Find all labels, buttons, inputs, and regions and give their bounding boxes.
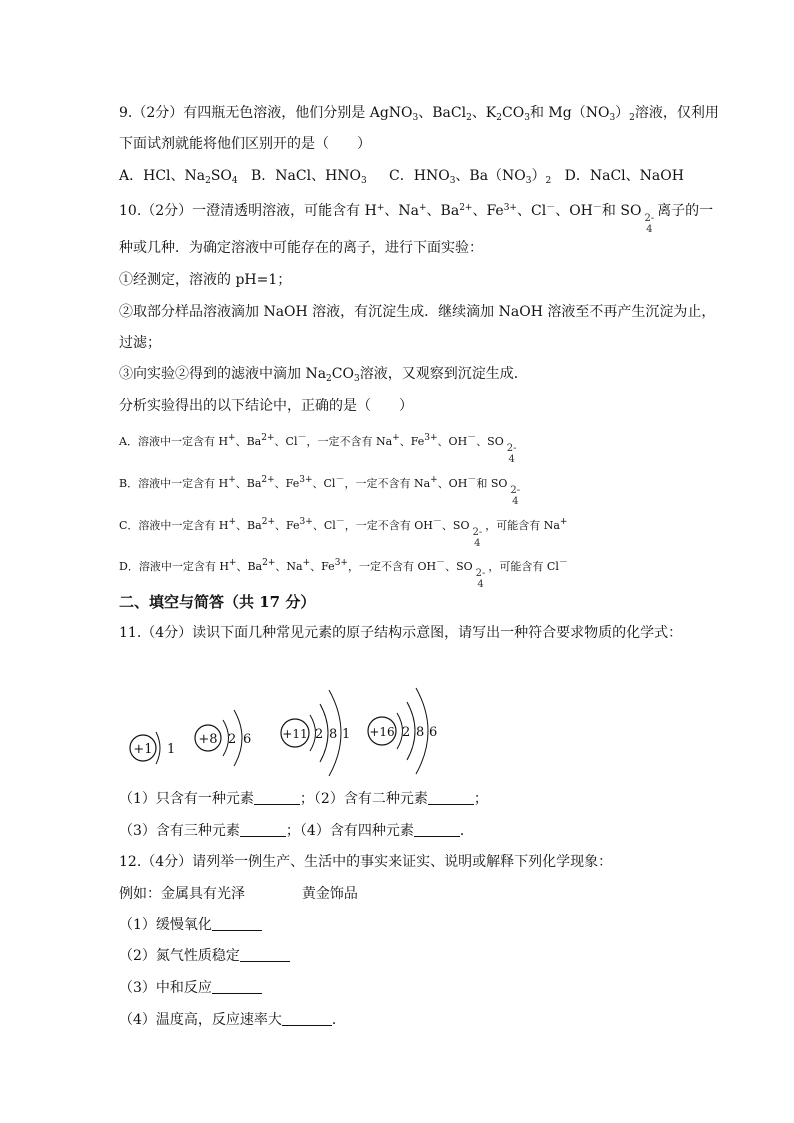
- option-a: A．HCl、Na: [119, 168, 206, 184]
- superscript: 2+: [261, 475, 275, 485]
- text: ，一定不含有 OH: [344, 519, 433, 532]
- sulfate-charge: [644, 213, 654, 235]
- charge: 2-: [472, 527, 483, 538]
- superscript: 2+: [261, 433, 275, 443]
- superscript: +: [228, 433, 236, 443]
- answer-blank[interactable]: [212, 979, 262, 994]
- subscript: 3: [361, 176, 367, 186]
- text: ①经测定，溶液的 pH=1；: [119, 272, 292, 288]
- nucleus-charge: +16: [369, 725, 395, 739]
- superscript: +: [430, 475, 438, 485]
- superscript: 2+: [459, 203, 473, 213]
- text: ；（2）含有二种元素: [299, 791, 428, 807]
- text: 、Cl: [274, 435, 298, 448]
- text: 、Ba: [236, 560, 263, 573]
- subscript: 2: [496, 113, 503, 123]
- superscript: 2+: [262, 558, 276, 568]
- superscript: －: [335, 475, 345, 485]
- subscript: 2: [545, 176, 552, 186]
- text: 、Cl: [516, 203, 547, 219]
- text: （3）含有三种元素: [119, 823, 240, 839]
- text: 、Ba: [426, 203, 460, 219]
- q11-blanks-2: [119, 821, 474, 841]
- superscript: －: [335, 517, 345, 527]
- q9-stem-line2: [119, 134, 371, 154]
- q9-options: [119, 166, 684, 191]
- text: 、Ba: [236, 519, 262, 532]
- text: SO: [210, 168, 232, 184]
- text: A．溶液中一定含有 H: [119, 435, 229, 448]
- superscript: －: [592, 203, 602, 213]
- text: ，一定不含有 OH: [347, 560, 437, 573]
- superscript: 3+: [299, 475, 313, 485]
- text: 、Ba: [235, 435, 262, 448]
- subscript: 3: [353, 374, 360, 384]
- text: 、BaCl: [418, 105, 467, 121]
- answer-blank[interactable]: [428, 790, 474, 805]
- atom-sulfur: [368, 688, 437, 774]
- answer-blank[interactable]: [212, 916, 262, 931]
- q11-blanks-1: [119, 789, 488, 809]
- text: ，一定不含有 Na: [344, 477, 431, 490]
- text: 12.（4分）请列举一例生产、生活中的事实来证实、说明或解释下列化学现象：: [119, 854, 613, 870]
- q10-option-a: [119, 428, 520, 465]
- text: 、Fe: [310, 560, 335, 573]
- q10-stem-line1: [119, 198, 713, 235]
- sulfate-charge: [510, 485, 520, 507]
- superscript: －: [432, 517, 442, 527]
- text: ；: [473, 791, 488, 807]
- q12-stem: [119, 852, 612, 872]
- text: ．: [459, 823, 474, 839]
- text: CO: [331, 366, 354, 382]
- text: 、SO: [476, 435, 504, 448]
- text: 、Na: [384, 203, 419, 219]
- text: ，可能含有 Na: [485, 519, 560, 532]
- text: 黄金饰品: [301, 886, 358, 902]
- electron-count: 2: [228, 732, 237, 747]
- q10-step2: [119, 302, 715, 322]
- text: 、Cl: [312, 519, 336, 532]
- text: 和 Mg（NO: [529, 105, 610, 121]
- text: ）: [531, 168, 546, 184]
- subscript: 3: [609, 113, 616, 123]
- text: ．: [331, 1012, 346, 1028]
- superscript: －: [546, 203, 556, 213]
- q12-example: [119, 884, 358, 904]
- atomic-structure-diagrams: [110, 680, 470, 780]
- electron-count: 1: [167, 742, 176, 757]
- text: 和 SO: [476, 477, 508, 490]
- superscript: +: [392, 433, 400, 443]
- q10-ask: [119, 396, 413, 416]
- electron-shell: [156, 732, 160, 764]
- charge: 2-: [475, 568, 486, 579]
- q11-stem: [119, 623, 682, 643]
- text: （1）缓慢氧化: [119, 917, 212, 933]
- q10-step2-cont: [119, 333, 161, 353]
- text: （1）只含有一种元素: [119, 791, 254, 807]
- subscript: 2: [326, 374, 332, 384]
- electron-count: 8: [329, 727, 338, 742]
- q10-option-b: [119, 470, 523, 507]
- answer-blank[interactable]: [282, 1011, 332, 1026]
- text: CO: [502, 105, 525, 121]
- text: 、Cl: [312, 477, 336, 490]
- text: 10.（2分）一澄清透明溶液，可能含有 H: [119, 203, 377, 219]
- superscript: +: [419, 203, 427, 213]
- subscript: 3: [525, 176, 532, 186]
- superscript: 3+: [424, 433, 438, 443]
- subscript: 2: [629, 113, 635, 123]
- text: 、Na: [275, 560, 303, 573]
- text: 、SO: [445, 560, 473, 573]
- subscript: 4: [512, 496, 519, 507]
- text: 溶液，又观察到沉淀生成．: [359, 366, 528, 382]
- superscript: －: [436, 558, 446, 568]
- q10-step3: [119, 364, 528, 389]
- subscript: 4: [474, 538, 481, 549]
- superscript: －: [558, 558, 568, 568]
- electron-count: 2: [402, 725, 411, 740]
- text: 、OH: [555, 203, 593, 219]
- superscript: +: [376, 203, 385, 213]
- subscript: 3: [449, 176, 456, 186]
- text: D．溶液中一定含有 H: [119, 560, 229, 573]
- text: 、Fe: [274, 477, 300, 490]
- subscript: 4: [508, 454, 515, 465]
- text: 过滤；: [119, 335, 161, 351]
- q12-item-4: [119, 1010, 346, 1030]
- answer-blank[interactable]: [254, 790, 300, 805]
- sulfate-charge: [507, 443, 517, 465]
- charge: 2-: [644, 213, 655, 224]
- option-c: C．HNO: [389, 168, 450, 184]
- q12-item-3: [119, 978, 262, 998]
- superscript: 3+: [503, 203, 517, 213]
- nucleus-charge: +1: [133, 742, 153, 757]
- nucleus-charge: +11: [282, 727, 308, 741]
- q12-item-1: [119, 915, 262, 935]
- superscript: －: [467, 475, 477, 485]
- superscript: +: [559, 517, 568, 527]
- electron-count: 1: [342, 727, 351, 742]
- charge: 2-: [510, 485, 521, 496]
- charge: 2-: [506, 443, 517, 454]
- text: 二、填空与简答（共 17 分）: [119, 593, 316, 611]
- superscript: －: [467, 433, 477, 443]
- text: 种或几种．为确定溶液中可能存在的离子，进行下面实验：: [119, 240, 483, 256]
- text: 离子的一: [657, 203, 714, 219]
- text: （2）氮气性质稳定: [119, 948, 240, 964]
- text: 、Fe: [472, 203, 504, 219]
- text: 、OH: [437, 477, 468, 490]
- text: 、Fe: [275, 519, 300, 532]
- superscript: 3+: [334, 558, 348, 568]
- text: ，一定不含有 Na: [306, 435, 393, 448]
- text: 例如：金属具有光泽: [119, 886, 245, 902]
- text: （4）温度高，反应速率大: [119, 1012, 282, 1028]
- text: B．溶液中一定含有 H: [119, 477, 229, 490]
- text: 、Ba: [235, 477, 262, 490]
- electron-count: 2: [315, 727, 324, 742]
- text: ；（4）含有四种元素: [285, 823, 414, 839]
- text: ，可能含有 Cl: [488, 560, 559, 573]
- text: ②取部分样品溶液滴加 NaOH 溶液，有沉淀生成．继续滴加 NaOH 溶液至不再产生沉淀为止，: [119, 304, 716, 320]
- superscript: +: [228, 475, 236, 485]
- superscript: +: [228, 517, 237, 527]
- atom-hydrogen: [130, 732, 175, 764]
- subscript: 4: [477, 579, 484, 590]
- text: 下面试剂就能将他们区别开的是（ ）: [119, 136, 371, 152]
- sulfate-charge: [476, 568, 486, 590]
- subscript: 3: [524, 113, 530, 123]
- text: 和 SO: [601, 203, 642, 219]
- superscript: 3+: [299, 517, 313, 527]
- q10-step1: [119, 270, 291, 290]
- atom-oxygen: [195, 710, 251, 766]
- q9-stem-line1: [119, 103, 719, 128]
- text: ③向实验②得到的滤液中滴加 Na: [119, 366, 327, 382]
- subscript: 2: [205, 176, 211, 186]
- superscript: 2+: [261, 517, 275, 527]
- superscript: －: [297, 433, 307, 443]
- q10-option-c: [119, 512, 567, 549]
- option-d: D．NaCl、NaOH: [564, 168, 684, 184]
- subscript: 2: [466, 113, 472, 123]
- nucleus-charge: +8: [198, 732, 218, 747]
- answer-blank[interactable]: [414, 822, 460, 837]
- superscript: +: [302, 558, 311, 568]
- superscript: +: [228, 558, 237, 568]
- answer-blank[interactable]: [240, 822, 286, 837]
- text: 11.（4分）读识下面几种常见元素的原子结构示意图，请写出一种符合要求物质的化学式：: [119, 625, 683, 641]
- text: 、K: [471, 105, 497, 121]
- q10-stem-line2: [119, 238, 483, 258]
- text: 、Ba（NO: [455, 168, 526, 184]
- subscript: 4: [231, 176, 238, 186]
- q12-item-2: [119, 946, 290, 966]
- subscript: 4: [646, 224, 653, 235]
- sulfate-charge: [472, 527, 482, 549]
- option-b: B．NaCl、HNO: [251, 168, 362, 184]
- text: 、SO: [441, 519, 470, 532]
- text: 9.（2分）有四瓶无色溶液，他们分别是 AgNO: [119, 105, 413, 121]
- section-heading: [119, 592, 315, 612]
- atom-sodium: [281, 690, 350, 776]
- text: （3）中和反应: [119, 980, 212, 996]
- answer-blank[interactable]: [240, 947, 290, 962]
- electron-count: 6: [429, 725, 438, 740]
- q10-option-d: [119, 553, 568, 590]
- text: ）: [615, 105, 630, 121]
- text: C．溶液中一定含有 H: [119, 519, 229, 532]
- subscript: 3: [412, 113, 419, 123]
- text: 、Fe: [399, 435, 425, 448]
- text: 溶液，仅利用: [634, 105, 719, 121]
- electron-count: 6: [243, 732, 252, 747]
- text: 分析实验得出的以下结论中，正确的是（ ）: [119, 398, 413, 414]
- electron-count: 8: [416, 725, 425, 740]
- text: 、OH: [437, 435, 468, 448]
